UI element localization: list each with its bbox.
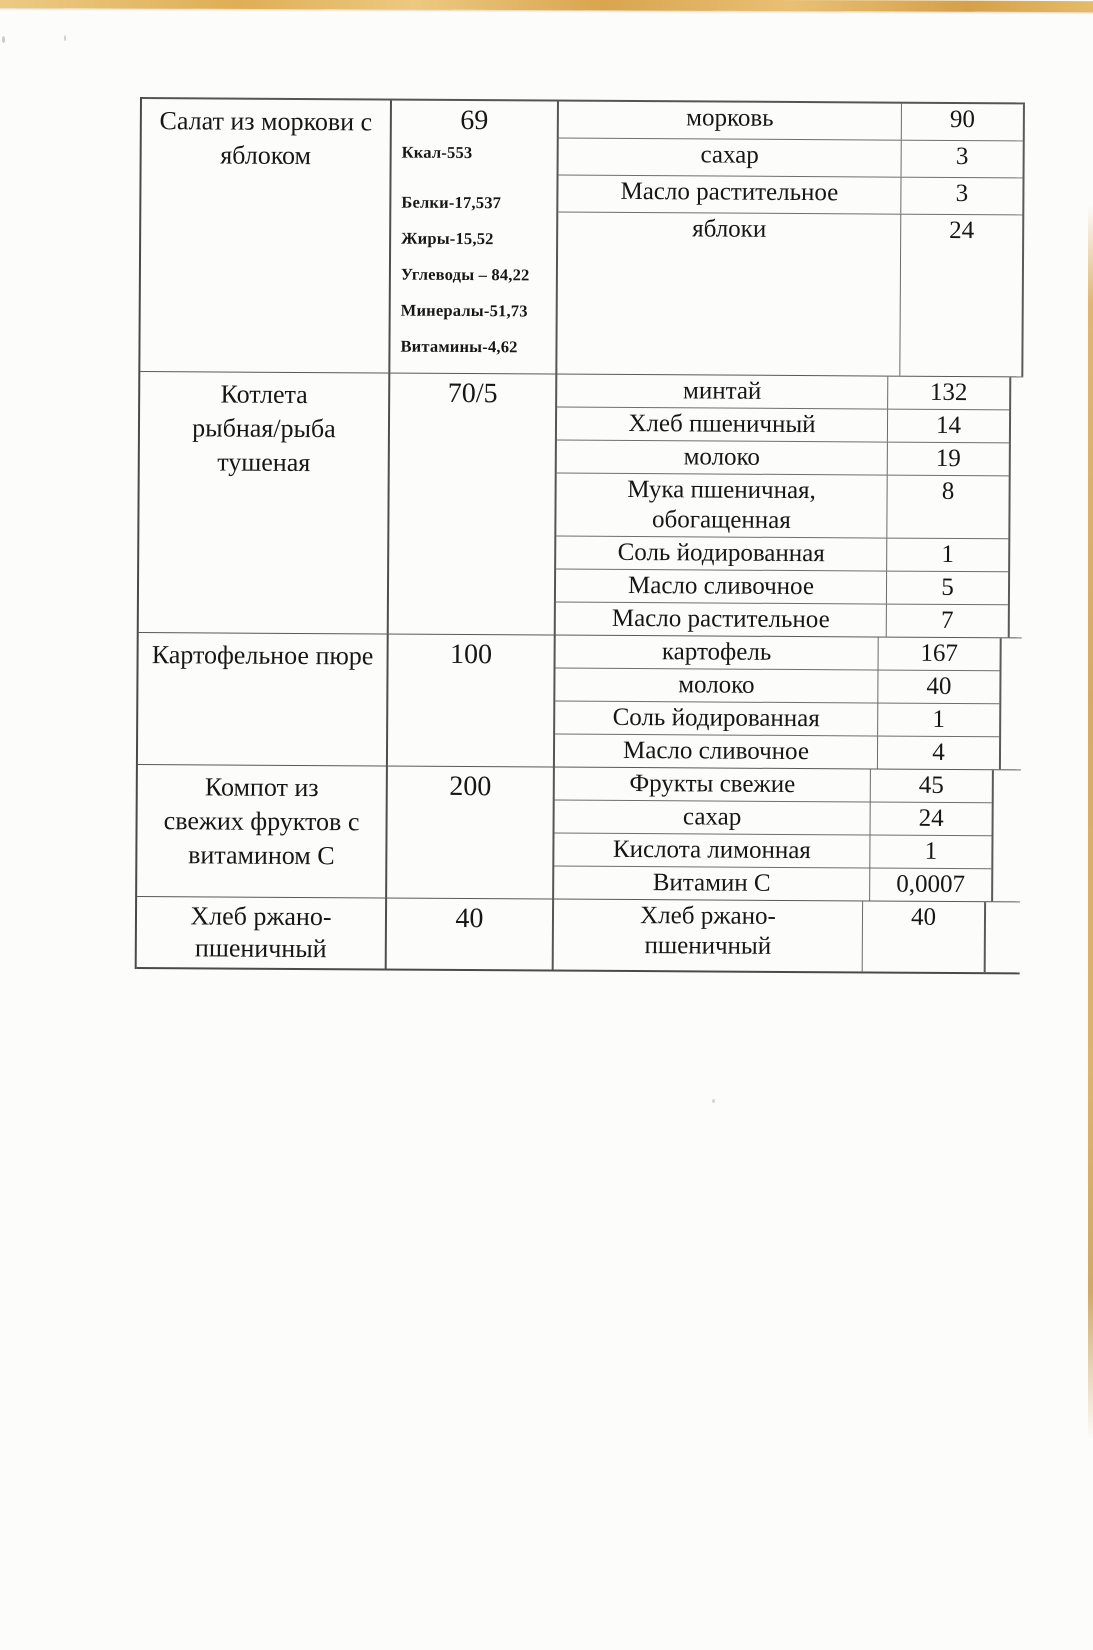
nutrition-line: Жиры-15,52 <box>401 228 494 249</box>
dish-row <box>138 633 1022 770</box>
nutrition-list <box>388 803 553 810</box>
nutrition-line: Белки-17,537 <box>401 192 502 213</box>
ingredient-name: морковь <box>686 104 774 132</box>
ingredient-quantity: 1 <box>869 835 991 868</box>
nutrition-line: Углеводы – 84,22 <box>400 264 530 285</box>
ingredient-row <box>555 734 999 770</box>
ingredient-quantity: 14 <box>887 410 1009 443</box>
ingredient-name: Масло сливочное <box>627 571 815 601</box>
ingredients-subtable <box>554 375 1012 638</box>
dish-name: Картофельное пюре <box>151 640 374 671</box>
dish-row <box>139 372 1024 638</box>
ingredient-row <box>555 668 999 704</box>
scan-edge-right <box>1088 205 1093 1440</box>
ingredient-name: Соль йодированная <box>612 703 820 733</box>
ingredient-quantity: 5 <box>886 572 1008 605</box>
ingredient-row <box>558 175 1022 215</box>
ingredient-name: картофель <box>661 638 772 666</box>
ingredient-quantity: 0,0007 <box>869 868 991 901</box>
dish-name-cell <box>137 765 388 898</box>
ingredient-quantity: 90 <box>901 104 1023 141</box>
ingredient-quantity: 132 <box>887 377 1009 410</box>
ingredient-name: сахар <box>700 141 759 169</box>
portion-value: 69 <box>460 104 489 137</box>
ingredient-quantity: 4 <box>877 737 999 770</box>
dish-name-cell <box>137 897 387 969</box>
portion-cell <box>388 635 554 767</box>
dish-name: Котлета рыбная/рыба тушеная <box>192 379 336 478</box>
portion-cell <box>389 374 556 635</box>
ingredient-name: Масло сливочное <box>622 736 810 766</box>
dish-row <box>137 897 1020 974</box>
portion-value: 200 <box>449 770 492 803</box>
ingredients-subtable <box>553 636 1002 770</box>
ingredient-quantity: 3 <box>900 178 1022 215</box>
ingredients-subtable <box>555 102 1025 377</box>
ingredient-row <box>556 569 1008 605</box>
ingredient-quantity: 3 <box>901 141 1023 178</box>
ingredient-quantity: 24 <box>870 802 992 835</box>
nutrition-list <box>388 671 553 678</box>
ingredient-name: минтай <box>682 377 762 405</box>
ingredient-name: Витамин С <box>652 869 771 897</box>
ingredient-name: сахар <box>682 803 742 831</box>
scan-speck <box>712 1099 715 1103</box>
scan-edge-top <box>0 0 1093 12</box>
ingredient-name: Масло растительное <box>620 177 839 207</box>
ingredient-name: Хлеб ржано-пшеничный <box>640 902 776 960</box>
ingredient-quantity: 19 <box>887 443 1009 476</box>
ingredient-name: яблоки <box>692 215 767 243</box>
dish-name: Компот из свежих фруктов с витамином С <box>163 772 360 871</box>
nutrition-list <box>390 137 556 357</box>
ingredient-name: Кислота лимонная <box>612 835 811 865</box>
ingredient-name: Хлеб пшеничный <box>628 409 816 439</box>
ingredient-quantity: 24 <box>899 215 1022 377</box>
ingredient-row <box>556 636 1000 671</box>
nutrition-list <box>387 935 552 942</box>
portion-value: 70/5 <box>447 377 498 410</box>
dish-row <box>137 765 1021 902</box>
nutrition-line: Ккал-553 <box>401 142 473 163</box>
ingredient-row <box>559 102 1023 141</box>
ingredient-row <box>554 900 984 973</box>
ingredient-name: Масло растительное <box>611 604 830 634</box>
ingredients-subtable <box>552 768 994 902</box>
dish-name-cell <box>138 633 389 766</box>
ingredient-row <box>557 440 1009 476</box>
ingredient-quantity: 40 <box>862 901 984 972</box>
ingredient-row <box>556 473 1008 539</box>
ingredient-row <box>555 701 999 737</box>
ingredient-quantity: 45 <box>870 769 992 802</box>
ingredient-row <box>554 833 991 869</box>
dish-name-cell <box>139 372 391 634</box>
nutrition-line: Витамины-4,62 <box>400 336 518 357</box>
portion-value: 100 <box>450 638 493 671</box>
portion-cell <box>387 767 553 899</box>
dish-row <box>140 97 1025 377</box>
ingredient-name: молоко <box>678 671 755 699</box>
dish-name-cell <box>140 99 392 373</box>
ingredient-row <box>557 407 1009 443</box>
dish-name: Салат из моркови с яблоком <box>159 106 373 171</box>
ingredient-row <box>555 800 992 836</box>
ingredient-quantity: 1 <box>877 704 999 737</box>
portion-value: 40 <box>455 902 484 935</box>
nutrition-list <box>390 410 555 417</box>
nutrition-line: Минералы-51,73 <box>400 300 528 321</box>
ingredient-quantity: 8 <box>886 476 1008 539</box>
ingredient-name: Соль йодированная <box>617 538 825 568</box>
ingredient-row <box>556 602 1008 638</box>
ingredient-name: Фрукты свежие <box>629 770 796 799</box>
ingredient-row <box>554 866 991 902</box>
ingredient-row <box>556 536 1008 572</box>
ingredient-name: молоко <box>683 443 761 471</box>
portion-cell <box>390 101 557 374</box>
ingredient-name: Мука пшеничная, обогащенная <box>627 475 816 534</box>
scan-speck <box>2 36 5 43</box>
menu-table <box>135 97 1025 974</box>
portion-cell <box>387 899 552 970</box>
ingredient-row <box>559 138 1023 178</box>
ingredient-quantity: 7 <box>886 605 1008 638</box>
scan-speck <box>64 35 66 41</box>
dish-name: Хлеб ржано-пшеничный <box>190 901 332 964</box>
ingredient-quantity: 167 <box>878 638 1000 671</box>
ingredient-quantity: 40 <box>877 671 999 704</box>
ingredient-row <box>557 375 1009 410</box>
ingredient-row <box>557 212 1022 377</box>
ingredients-subtable <box>552 900 986 973</box>
ingredient-row <box>555 768 992 803</box>
ingredient-quantity: 1 <box>886 539 1008 572</box>
